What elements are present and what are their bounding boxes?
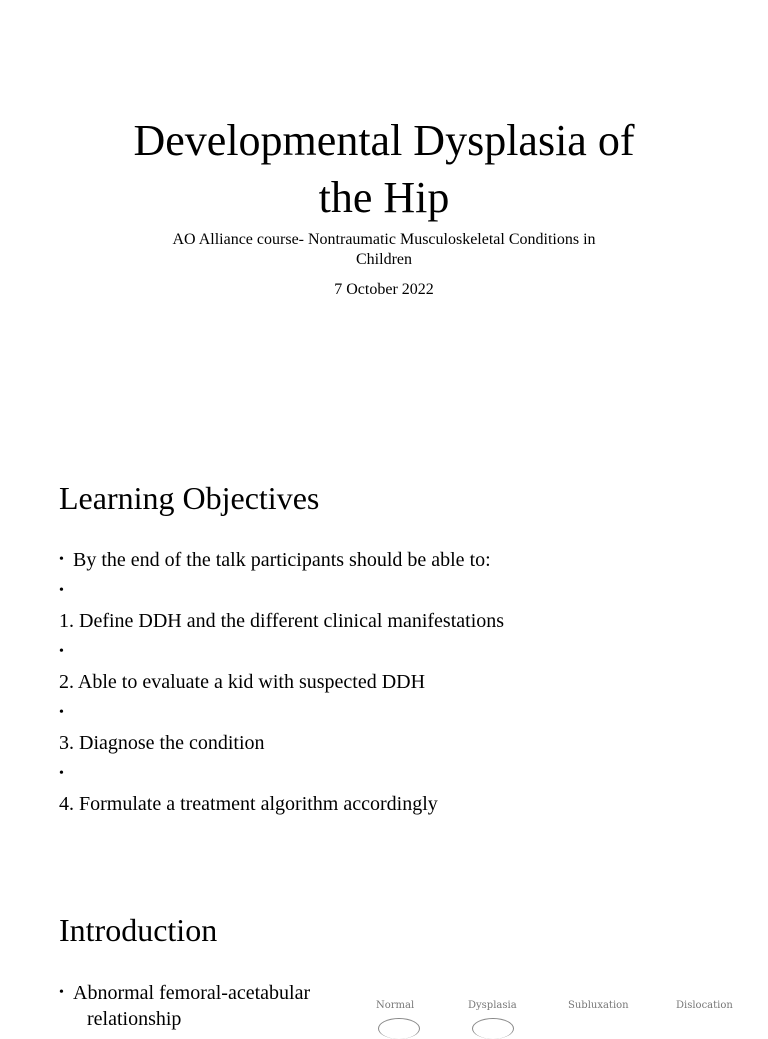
list-item (59, 698, 739, 729)
objectives-slide (0, 440, 768, 880)
figure-label-dysplasia: Dysplasia (468, 1000, 517, 1011)
introduction-title: Introduction (59, 912, 218, 948)
list-item-text: 1. Define DDH and the different clinical manifestations (59, 610, 505, 632)
hip-joint-diagram (472, 1018, 514, 1039)
bullet-icon: • (59, 582, 64, 598)
list-item (59, 759, 739, 790)
list-item-text: 2. Able to evaluate a kid with suspected DDH (59, 671, 426, 693)
objectives-title: Learning Objectives (59, 480, 320, 516)
list-item (59, 728, 739, 759)
title-slide (0, 0, 768, 440)
list-item (59, 789, 739, 820)
hip-joint-diagram (378, 1018, 420, 1039)
figure-label-subluxation: Subluxation (568, 1000, 629, 1011)
intro-text-line-2: relationship (87, 1008, 182, 1030)
list-item (59, 637, 739, 668)
presentation-date: 7 October 2022 (334, 281, 434, 298)
bullet-icon: • (59, 985, 64, 1000)
list-item (59, 545, 739, 576)
title-line-1: Developmental Dysplasia of (133, 116, 635, 165)
list-item (59, 606, 739, 637)
figure-label-dislocation: Dislocation (676, 1000, 733, 1011)
subtitle-line-1: AO Alliance course- Nontraumatic Musculoskeletal Conditions in (172, 231, 596, 248)
hip-stages-figure (360, 996, 750, 1024)
list-item (59, 576, 739, 607)
bullet-icon: • (59, 765, 64, 781)
course-subtitle (84, 230, 684, 270)
bullet-icon: • (59, 643, 64, 659)
figure-label-normal: Normal (376, 1000, 415, 1011)
bullet-icon: • (59, 552, 64, 567)
presentation-title (0, 112, 768, 226)
intro-text-line-1: Abnormal femoral-acetabular (73, 982, 311, 1004)
introduction-slide (0, 880, 768, 1030)
bullet-icon: • (59, 704, 64, 720)
list-item-text: By the end of the talk participants should be able to: (73, 549, 491, 571)
objectives-list (59, 545, 739, 820)
list-item (59, 667, 739, 698)
introduction-bullet (59, 980, 359, 1032)
subtitle-line-2: Children (356, 251, 412, 268)
list-item-text: 3. Diagnose the condition (59, 732, 265, 754)
list-item-text: 4. Formulate a treatment algorithm accordingly (59, 793, 438, 815)
title-line-2: the Hip (318, 173, 450, 222)
